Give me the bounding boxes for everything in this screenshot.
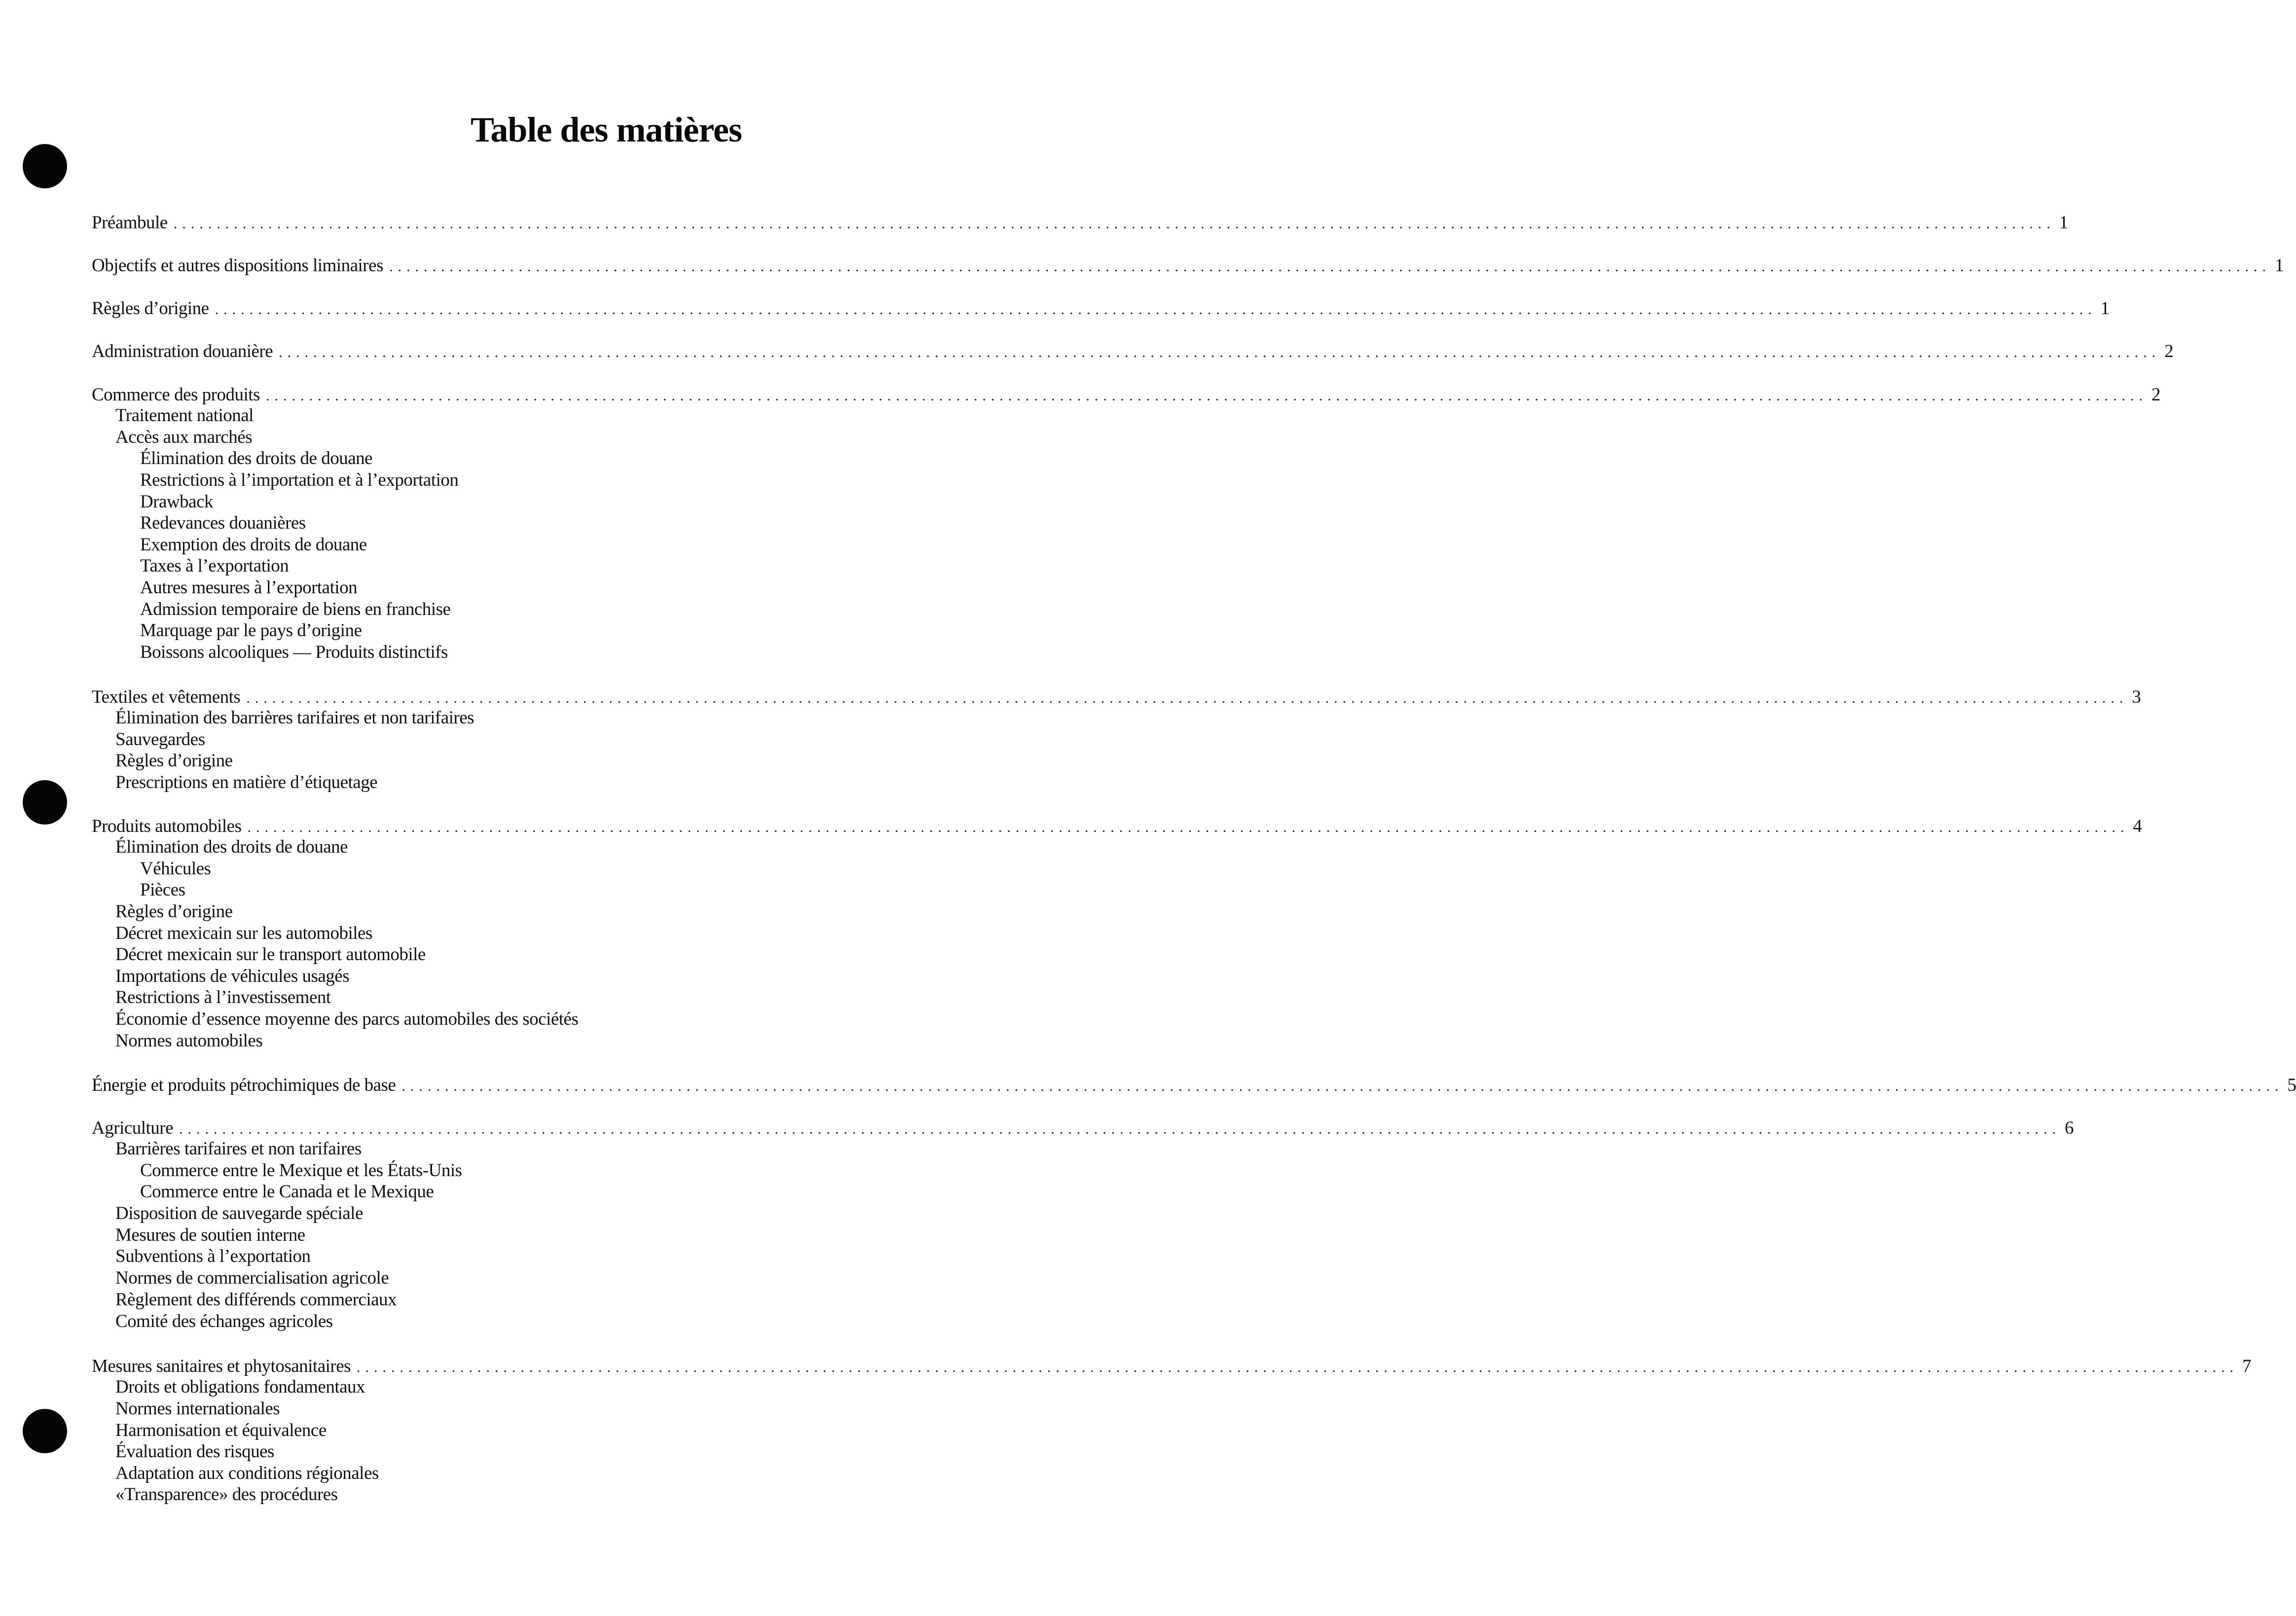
toc-subitem[interactable]: Règles d’origine [115,751,233,771]
toc-subitem[interactable]: Normes de commercialisation agricole [115,1268,389,1288]
toc-subitem[interactable]: Élimination des barrières tarifaires et non tarifaires [115,708,474,728]
toc-subitem[interactable]: «Transparence» des procédures [115,1484,338,1505]
toc-entry-mesures-sanitaires[interactable] [92,1354,2252,1379]
toc-subitem[interactable]: Comité des échanges agricoles [115,1311,333,1331]
dot-leader: .......................................................................................................................................................................................................................... [173,215,2055,232]
toc-page-number: 4 [2133,816,2142,836]
dot-leader: .......................................................................................................................................................................................................................... [265,388,2148,404]
toc-entry-objectifs[interactable] [92,253,2284,278]
toc-subitem[interactable]: Adaptation aux conditions régionales [115,1463,379,1483]
toc-page-number: 5 [2287,1075,2296,1095]
toc-entry-regles-origine[interactable] [92,296,2110,321]
toc-subitem[interactable]: Subventions à l’exportation [115,1246,311,1266]
toc-subitem[interactable]: Mesures de soutien interne [115,1225,305,1245]
toc-subitem[interactable]: Accès aux marchés [115,427,253,447]
toc-subitem[interactable]: Commerce entre le Canada et le Mexique [140,1182,434,1202]
punch-hole-bottom [23,1409,67,1453]
toc-subitem[interactable]: Disposition de sauvegarde spéciale [115,1203,363,1223]
toc-entry-produits-automobiles[interactable] [92,814,2142,839]
toc-subitem[interactable]: Décret mexicain sur le transport automobile [115,944,426,965]
toc-subitem[interactable]: Règles d’origine [115,901,233,922]
dot-leader: .......................................................................................................................................................................................................................... [179,1121,2061,1137]
toc-subitem[interactable]: Marquage par le pays d’origine [140,620,362,641]
toc-subitem[interactable]: Commerce entre le Mexique et les États-Unis [140,1160,462,1181]
toc-subitem[interactable]: Règlement des différends commerciaux [115,1290,397,1310]
toc-subitem[interactable]: Restrictions à l’investissement [115,987,331,1007]
toc-entry-label: Préambule [92,213,168,233]
toc-page-number: 1 [2059,213,2068,233]
dot-leader: .......................................................................................................................................................................................................................... [401,1078,2284,1094]
toc-entry-label: Administration douanière [92,341,273,361]
toc-entry-agriculture[interactable] [92,1116,2074,1141]
toc-subitem[interactable]: Exemption des droits de douane [140,535,367,555]
toc-subitem[interactable]: Redevances douanières [140,513,306,533]
toc-subitem[interactable]: Taxes à l’exportation [140,556,289,576]
toc-subitem[interactable]: Autres mesures à l’exportation [140,577,358,598]
dot-leader: .......................................................................................................................................................................................................................... [357,1359,2239,1375]
toc-entry-label: Produits automobiles [92,816,242,836]
dot-leader: .......................................................................................................................................................................................................................... [389,258,2271,275]
toc-subitem[interactable]: Restrictions à l’importation et à l’exportation [140,470,459,490]
toc-entry-preambule[interactable] [92,211,2068,235]
toc-entry-label: Mesures sanitaires et phytosanitaires [92,1356,351,1376]
toc-subitem[interactable]: Véhicules [140,859,211,879]
toc-entry-label: Objectifs et autres dispositions liminaires [92,255,383,276]
toc-page-number: 2 [2151,385,2160,405]
dot-leader: .......................................................................................................................................................................................................................... [215,301,2097,318]
toc-subitem[interactable]: Admission temporaire de biens en franchise [140,599,451,619]
toc-subitem[interactable]: Harmonisation et équivalence [115,1420,327,1440]
dot-leader: .......................................................................................................................................................................................................................... [279,344,2161,360]
toc-page-number: 3 [2132,687,2141,707]
page-title: Table des matières [471,110,742,149]
dot-leader: .......................................................................................................................................................................................................................... [246,690,2128,706]
toc-subitem[interactable]: Drawback [140,492,214,512]
punch-hole-top [23,144,67,188]
toc-subitem[interactable]: Normes automobiles [115,1031,263,1051]
toc-entry-administration-douaniere[interactable] [92,339,2174,364]
toc-subitem[interactable]: Barrières tarifaires et non tarifaires [115,1139,362,1159]
toc-subitem[interactable]: Pièces [140,880,185,900]
toc-page-number: 6 [2065,1118,2074,1138]
toc-subitem[interactable]: Boissons alcooliques — Produits distinctifs [140,642,448,662]
toc-entry-label: Commerce des produits [92,385,260,405]
toc-subitem[interactable]: Évaluation des risques [115,1441,274,1462]
toc-entry-label: Énergie et produits pétrochimiques de base [92,1075,396,1095]
toc-page-number: 1 [2100,298,2110,319]
toc-subitem[interactable]: Prescriptions en matière d’étiquetage [115,772,378,792]
toc-entry-label: Agriculture [92,1118,174,1138]
toc-page-number: 1 [2274,255,2284,276]
punch-hole-middle [23,780,67,825]
toc-subitem[interactable]: Décret mexicain sur les automobiles [115,923,372,943]
toc-entry-commerce-produits[interactable] [92,383,2160,407]
toc-entry-label: Règles d’origine [92,298,209,319]
toc-entry-energie[interactable] [92,1073,2296,1098]
toc-entry-label: Textiles et vêtements [92,687,241,707]
toc-subitem[interactable]: Importations de véhicules usagés [115,966,350,986]
toc-subitem[interactable]: Économie d’essence moyenne des parcs automobiles des sociétés [115,1009,579,1029]
toc-subitem[interactable]: Normes internationales [115,1399,280,1419]
toc-page-number: 2 [2164,341,2174,361]
toc-subitem[interactable]: Élimination des droits de douane [140,448,373,468]
toc-page-number: 7 [2242,1356,2252,1376]
toc-entry-textiles[interactable] [92,685,2141,710]
toc-subitem[interactable]: Sauvegardes [115,729,205,750]
toc-subitem[interactable]: Traitement national [115,405,254,426]
toc-subitem[interactable]: Élimination des droits de douane [115,837,348,857]
dot-leader: .......................................................................................................................................................................................................................... [247,819,2129,835]
toc-subitem[interactable]: Droits et obligations fondamentaux [115,1377,365,1397]
